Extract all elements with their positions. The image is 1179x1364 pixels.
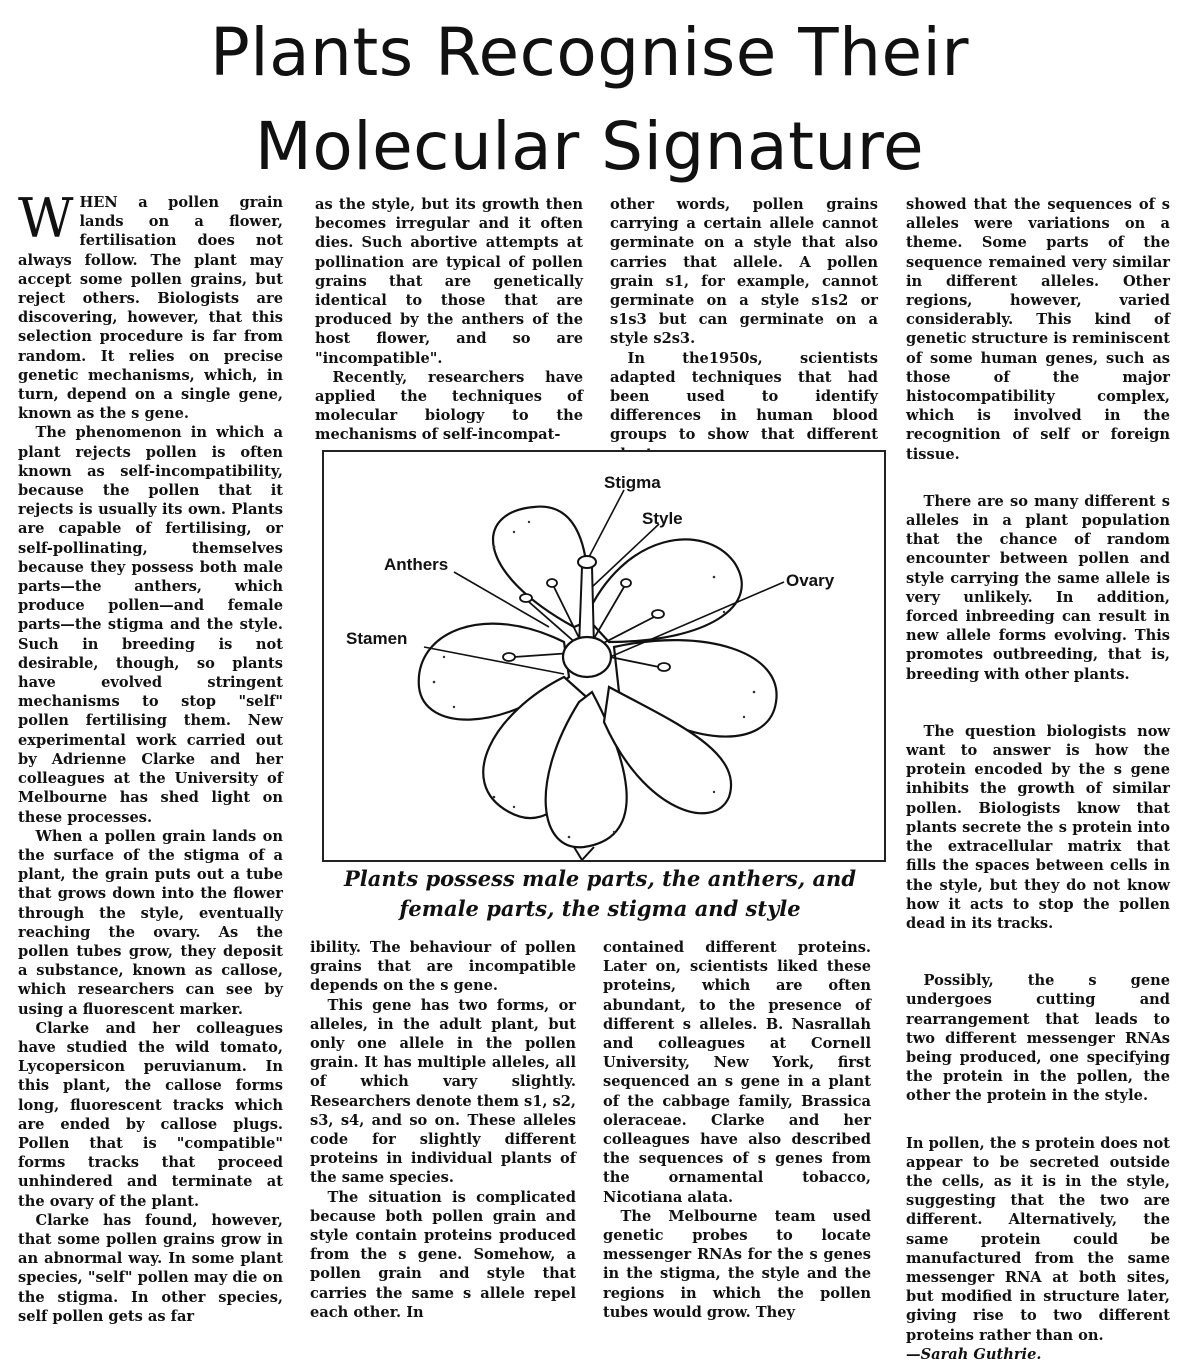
paragraph: The phenomenon in which a plant rejects pollen is often known as self-incompatibility, because the pollen that it rejects is usually its own. Plants are capable of fertilising, or self-pollinating, themselves because they possess both male parts—the anthers, which produce pollen—and female parts—the stigma and the style. Such in breeding is not desirable, though, so plants have evolved stringent mechanisms to stop "self" pollen fertilising them. New experimental work carried out by Adrienne Clarke and her colleagues at the University of Melbourne has shed light on these processes. [18,424,283,826]
label-ovary: Ovary [786,571,835,590]
paragraph: Recently, researchers have applied the techniques of molecular biology to the mechanisms of self-incompat- [315,368,583,444]
paragraph: In the1950s, scientists adapted techniques that had been used to identify differences in human blood groups to show that different [610,349,878,444]
paragraph: Clarke and her colleagues have studied the wild tomato, Lycopersicon peruvianum. In this plant, the callose forms long, fluorescent tracks which are ended by callose plugs. Pollen that is "compatible" forms tracks that proceed unhindered and terminate at the ovary of the plant. [18,1019,283,1210]
label-anthers: Anthers [384,555,449,574]
paragraph: WHEN a pollen grain lands on a flower, fertilisation does not always follow. The plant may accept some pollen grains, but reject others. Biologists are discovering, however, that this selection procedure is far from random. It relies on precise genetic mechanisms, which, in turn, depend on a single gene, known as the s gene. [18,187,283,423]
label-stamen: Stamen [346,629,408,648]
paragraph: This gene has two forms, or alleles, in the adult plant, but only one allele in the pollen grain. It has multiple alleles, all of which vary slightly. Researchers denote them s1, s2, s3, s4, and so on. These alleles code for slightly different proteins in individual plants of the same species. [310,996,576,1187]
column-4 [906,195,1170,1364]
paragraph: ibility. The behaviour of pollen grains that are incompatible depends on the s gene. [310,939,576,995]
ovary-shape [563,637,611,677]
petal [586,539,742,642]
column-3-bottom [603,938,871,1322]
drop-cap: W [18,187,74,250]
flower-illustration [324,452,884,860]
label-style: Style [642,509,683,528]
column-2-bottom [310,938,576,1322]
paragraph: The question biologists now want to answer is how the protein encoded by the s gene inhibits the growth of similar pollen. Biologists know that plants secrete the s protein into the extracellular matrix that fills the spaces between cells in the style, but they do not know how it acts to stop the pollen dead in its tracks. [906,722,1170,932]
column-1 [18,187,283,1326]
stigma-shape [578,556,596,568]
paragraph: showed that the sequences of s alleles were variations on a theme. Some parts of the sequence remained very similar in different alleles. Other regions, however, varied considerably. This kind of genetic structure is reminiscent of some human genes, such as those of the major histocompatibility complex, which is involved in the recognition of self or foreign tissue. [906,196,1170,463]
paragraph: When a pollen grain lands on the surface of the stigma of a plant, the grain puts out a tube that grows down into the flower through the style, eventually reaching the ovary. As the pollen tubes grow, they deposit a substance, known as callose, which researchers can see by using a fluorescent marker. [18,827,283,1018]
headline-line-2: Molecular Signature [254,108,925,185]
label-stigma: Stigma [604,473,661,492]
article-headline [0,6,1179,194]
paragraph: Possibly, the s gene undergoes cutting and rearrangement that leads to two different messenger RNAs being produced, one specifying the protein in the pollen, the other the protein in the style. [906,972,1170,1105]
style-shape [579,567,594,647]
paragraph: The situation is complicated because both pollen grain and style contain proteins produced from the s gene. Somehow, a pollen grain and style that carries the same s allele repel each other. In [310,1188,576,1321]
paragraph: In pollen, the s protein does not appear to be secreted outside the cells, as it is in the style, suggesting that the two are different. Alternatively, the same protein could be manufactured from the same messenger RNA at both sites, but modified in structure later, giving rise to two different proteins rather than on. [906,1134,1170,1344]
column-2-top [315,195,583,445]
petal [493,507,588,627]
column-3-top [610,195,878,464]
paragraph: as the style, but its growth then becomes irregular and it often dies. Such abortive attempts at pollination are typical of pollen grains that are genetically identical to those that are produced by the anthers of the host flower, and so are "incompatible". [315,196,583,367]
paragraph: other words, pollen grains carrying a certain allele cannot germinate on a style that also carries that allele. A pollen grain s1, for example, cannot germinate on a style s1s2 or s1s3 but can germinate on a style s2s3. [610,196,878,348]
flower-diagram [322,450,886,862]
figure-caption: Plants possess male parts, the anthers, and female parts, the stigma and style [343,866,857,921]
paragraph: There are so many different s alleles in a plant population that the chance of random encounter between pollen and style carrying the same allele is very unlikely. In addition, forced inbreeding can result in new allele forms evolving. This promotes outbreeding, that is, breeding with other plants. [906,492,1170,683]
paragraph: Clarke has found, however, that some pollen grains grow in an abnormal way. In some plant species, "self" pollen may die on the stigma. In other species, self pollen gets as far [18,1211,283,1325]
headline-line-1: Plants Recognise Their [209,14,970,91]
paragraph: contained different proteins. Later on, scientists liked these proteins, which are often abundant, to the presence of different s alleles. B. Nasrallah and colleagues at Cornell University, New York, first sequenced an s gene in a plant of the cabbage family, Brassica oleraceae. Clarke and her colleagues have also described the sequences of s genes from the ornamental tobacco, Nicotiana alata. [603,939,871,1206]
paragraph: The Melbourne team used genetic probes to locate messenger RNAs for the s genes in the stigma, the style and the regions in which the pollen tubes would grow. They [603,1207,871,1321]
author-signature: —Sarah Guthrie. [906,1345,1042,1363]
